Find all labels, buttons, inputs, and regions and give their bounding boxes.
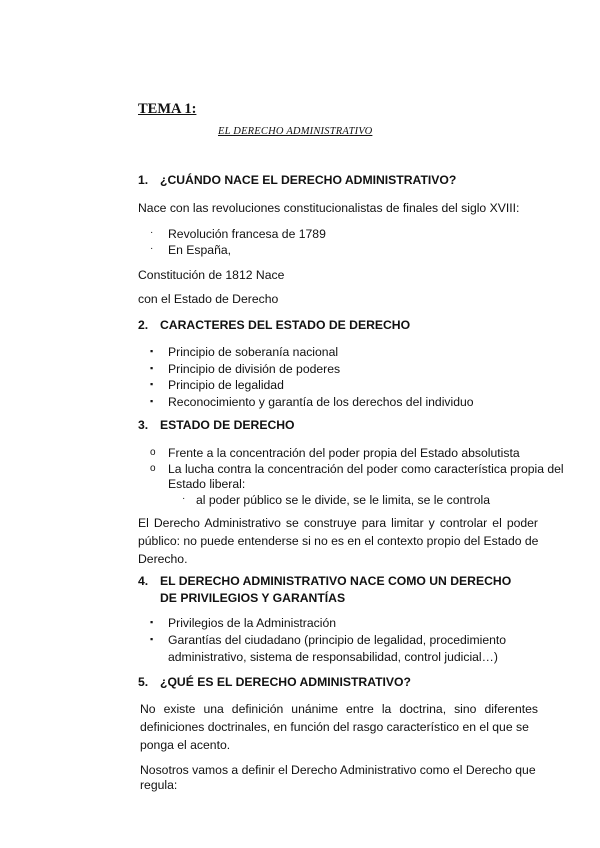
section-4-title-line1: EL DERECHO ADMINISTRATIVO NACE COMO UN DERECHO [160, 574, 512, 588]
document-subtitle: EL DERECHO ADMINISTRATIVO [218, 126, 373, 137]
section-5-number: 5. [138, 675, 149, 689]
bullet-square-icon: ▪ [150, 346, 154, 356]
section-5-paragraph2-line1: Nosotros vamos a definir el Derecho Administrativo como el Derecho que [140, 763, 536, 777]
section-2-heading [138, 318, 410, 332]
section-4-number: 4. [138, 574, 149, 588]
list-item: · Revolución francesa de 1789 [150, 227, 326, 241]
section-3-title: ESTADO DE DERECHO [160, 418, 295, 432]
section-5-paragraph1-line2: definiciones doctrinales, en función del rasgo característico en el que se [140, 720, 529, 734]
section-2-number: 2. [138, 318, 149, 332]
bullet-square-icon: ▪ [150, 634, 154, 644]
section-4-title-line2: DE PRIVILEGIOS Y GARANTÍAS [160, 591, 346, 605]
section-1-title: ¿CUÁNDO NACE EL DERECHO ADMINISTRATIVO? [160, 173, 457, 187]
bullet-square-icon: ▪ [150, 363, 154, 373]
list-item: ▪ Principio de soberanía nacional [150, 345, 339, 359]
section-5-paragraph1-line3: ponga el acento. [140, 738, 231, 752]
section-5-paragraph1-line1: No existe una definición unánime entre la doctrina, sino diferentes [140, 702, 538, 716]
list-item: ▪ Privilegios de la Administración [150, 616, 336, 630]
section-3-heading [138, 418, 295, 432]
bullet-circle-icon: o [150, 447, 156, 458]
section-5-title: ¿QUÉ ES EL DERECHO ADMINISTRATIVO? [160, 675, 411, 689]
section-1-number: 1. [138, 173, 149, 187]
list-item: o La lucha contra la concentración del poder como característica propia del [150, 462, 564, 476]
bullet-dot-icon: · [150, 243, 154, 254]
list-item-continuation: Estado liberal: [168, 477, 246, 491]
section-1-heading [138, 173, 456, 187]
list-item: ▪ Reconocimiento y garantía de los derechos del individuo [150, 395, 474, 409]
bullet-dot-icon: · [182, 493, 186, 504]
section-1-line1: Constitución de 1812 Nace [138, 268, 285, 282]
section-3-paragraph-line3: Derecho. [138, 552, 188, 566]
section-4-heading [138, 574, 511, 588]
section-5-heading [138, 675, 411, 689]
list-item: ▪ Garantías del ciudadano (principio de legalidad, procedimiento [150, 633, 507, 647]
list-item: ▪ Principio de legalidad [150, 378, 284, 392]
sub-list-item: · al poder público se le divide, se le limita, se le controla [182, 493, 491, 507]
list-item: · En España, [150, 243, 232, 257]
list-item: ▪ Principio de división de poderes [150, 362, 341, 376]
section-3-paragraph-line2: público: no puede entenderse si no es en el contexto propio del Estado de [138, 534, 539, 548]
section-3-paragraph-line1: El Derecho Administrativo se construye para limitar y controlar el poder [138, 516, 538, 530]
list-item-continuation: administrativo, sistema de responsabilidad, control judicial…) [168, 650, 498, 664]
bullet-square-icon: ▪ [150, 396, 154, 406]
section-3-number: 3. [138, 418, 149, 432]
bullet-square-icon: ▪ [150, 617, 154, 627]
section-5-paragraph2-line2: regula: [140, 778, 178, 792]
bullet-square-icon: ▪ [150, 379, 154, 389]
section-1-intro: Nace con las revoluciones constitucionalistas de finales del siglo XVIII: [138, 201, 520, 215]
document-title: TEMA 1: [138, 101, 197, 117]
bullet-dot-icon: · [150, 227, 154, 238]
section-2-title: CARACTERES DEL ESTADO DE DERECHO [160, 318, 411, 332]
section-1-line2: con el Estado de Derecho [138, 292, 279, 306]
list-item: o Frente a la concentración del poder propia del Estado absolutista [150, 446, 520, 460]
bullet-circle-icon: o [150, 463, 156, 474]
